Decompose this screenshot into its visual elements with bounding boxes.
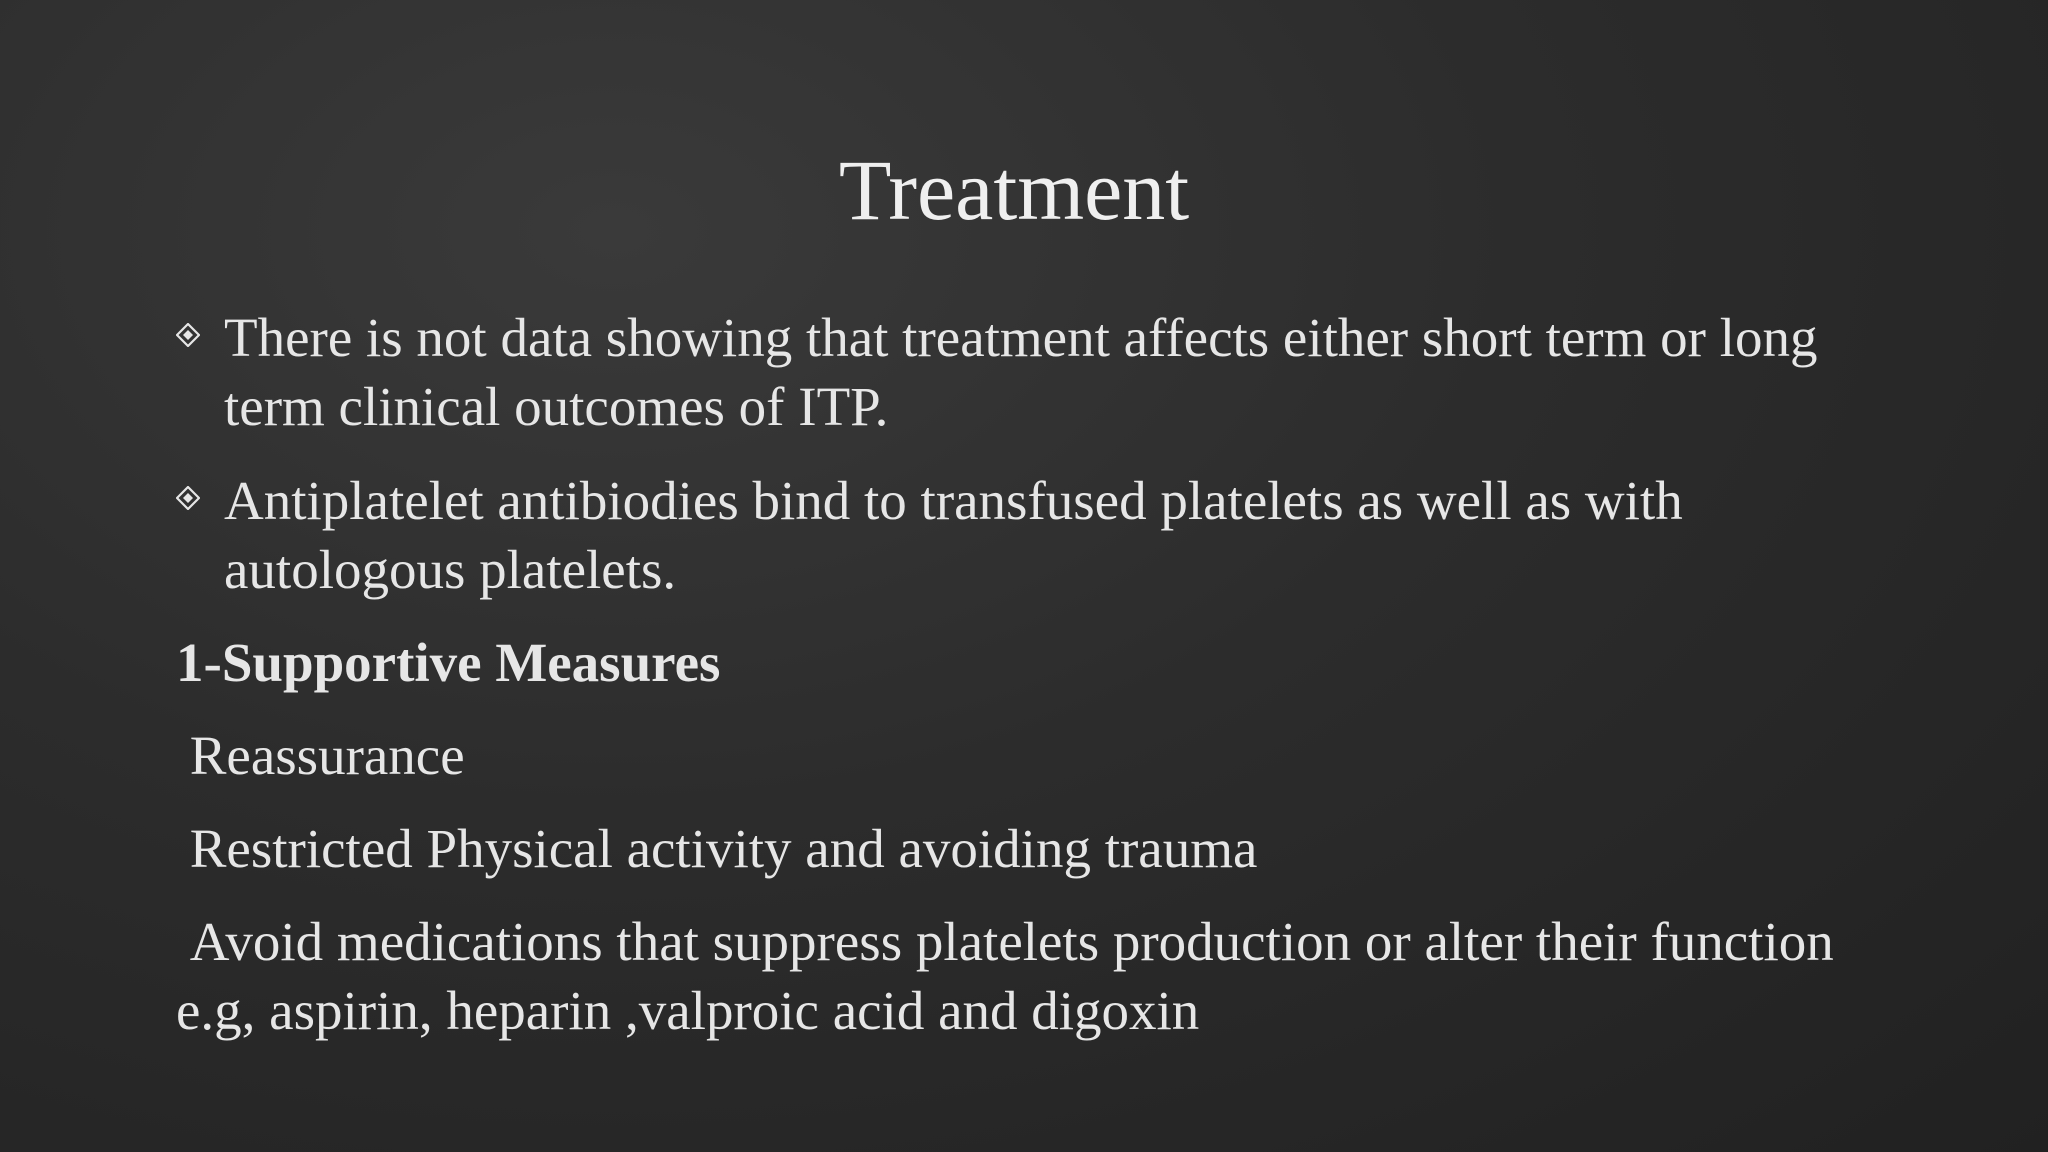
bullet-item: [176, 303, 1896, 441]
slide-title: Treatment: [838, 142, 1190, 238]
list-item: Reassurance: [176, 725, 465, 786]
diamond-bullet-icon: [176, 486, 200, 510]
bullet-text: There is not data showing that treatment affects either short term or long term clinical outcomes of ITP.: [224, 307, 1818, 437]
diamond-bullet-icon: [176, 323, 200, 347]
list-item: Restricted Physical activity and avoiding trauma: [176, 818, 1258, 879]
list-item: Avoid medications that suppress platelets production or alter their function e.g, aspirin, heparin ,valproic acid and digoxin: [176, 911, 1848, 1041]
bullet-text: Antiplatelet antibiodies bind to transfused platelets as well as with autologous platelets.: [224, 470, 1683, 600]
bullet-item: [176, 466, 1896, 604]
section-heading: 1-Supportive Measures: [176, 632, 721, 693]
